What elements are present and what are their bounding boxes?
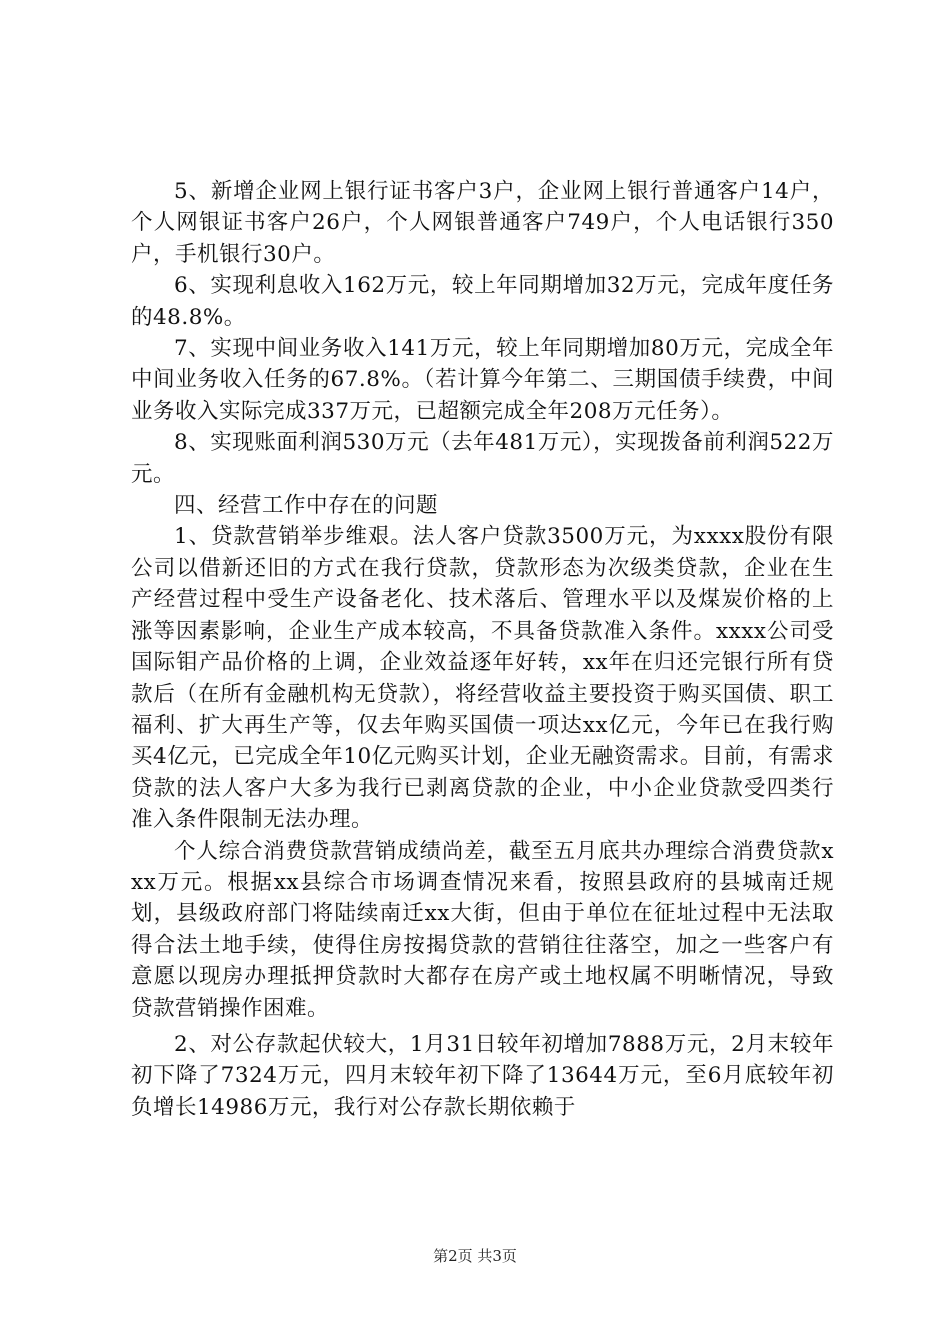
paragraph-loan-marketing: 1、贷款营销举步维艰。法人客户贷款3500万元，为xxxx股份有限公司以借新还旧的方式在我行贷款，贷款形态为次级类贷款，企业在生产经营过程中受生产设备老化、技术落后、管理水平以及煤炭价格的上涨等因素影响，企业生产成本较高，不具备贷款准入条件。xxxx公司受国际钼产品价格的上调，企业效益逐年好转，xx年在归还完银行所有贷款后（在所有金融机构无贷款），将经营收益主要投资于购买国债、职工福利、扩大再生产等，仅去年购买国债一项达xx亿元，今年已在我行购买4亿元，已完成全年10亿元购买计划，企业无融资需求。目前，有需求贷款的法人客户大多为我行已剥离贷款的企业，中小企业贷款受四类行准入条件限制无法办理。 (131, 524, 834, 833)
paragraph-item-8: 8、实现账面利润530万元（去年481万元），实现拨备前利润522万元。 (131, 430, 834, 487)
paragraph-corporate-deposits: 2、对公存款起伏较大，1月31日较年初增加7888万元，2月末较年初下降了7324万元，四月末较年初下降了13644万元，至6月底较年初负增长14986万元，我行对公存款长期依赖于 (131, 1031, 834, 1120)
paragraph-item-7: 7、实现中间业务收入141万元，较上年同期增加80万元，完成全年中间业务收入任务的67.8%。（若计算今年第二、三期国债手续费，中间业务收入实际完成337万元，已超额完成全年208万元任务）。 (131, 336, 834, 424)
paragraph-item-5: 5、新增企业网上银行证书客户3户，企业网上银行普通客户14户，个人网银证书客户26户，个人网银普通客户749户，个人电话银行350户，手机银行30户。 (131, 179, 834, 267)
paragraph-personal-loans: 个人综合消费贷款营销成绩尚差，截至五月底共办理综合消费贷款xxx万元。根据xx县综合市场调查情况来看，按照县政府的县城南迁规划，县级政府部门将陆续南迁xx大街，但由于单位在征址过程中无法取得合法土地手续，使得住房按揭贷款的营销往往落空，加之一些客户有意愿以现房办理抵押贷款时大都存在房产或土地权属不明晰情况，导致贷款营销操作困难。 (131, 838, 834, 1021)
page-footer: 第2页 共3页 (433, 1247, 517, 1265)
section-heading-problems: 四、经营工作中存在的问题 (174, 493, 439, 519)
paragraph-item-6: 6、实现利息收入162万元，较上年同期增加32万元，完成年度任务的48.8%。 (131, 273, 834, 330)
document-body (131, 176, 834, 1123)
